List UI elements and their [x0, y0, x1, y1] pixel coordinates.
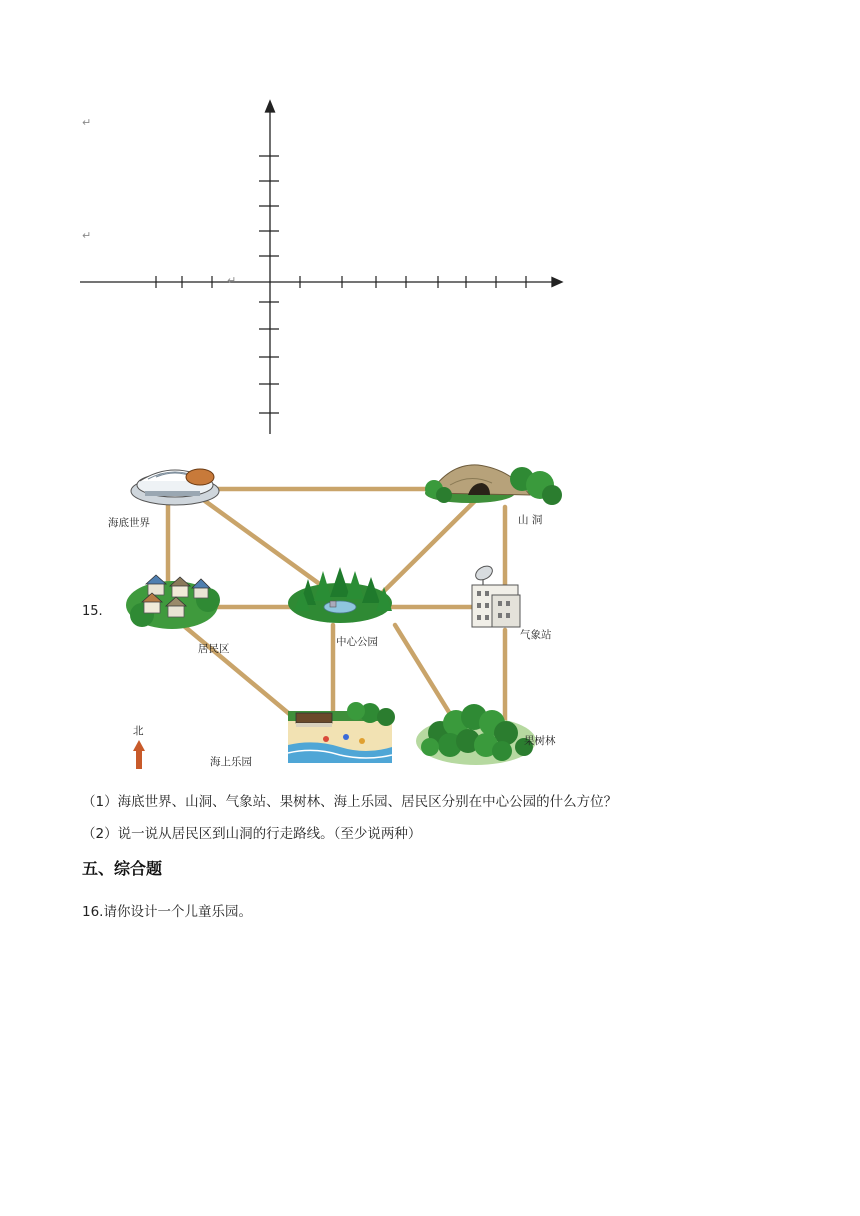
label-ocean-world: 海底世界 — [108, 517, 150, 529]
question-15-part-2: （2）说一说从居民区到山洞的行走路线。（至少说两种） — [82, 826, 422, 842]
coordinate-axes — [0, 95, 600, 440]
paragraph-mark: ↵ — [82, 229, 92, 242]
weather-station-building — [472, 563, 520, 627]
label-cave: 山 洞 — [518, 514, 543, 526]
y-axis-ticks — [259, 156, 279, 413]
question-number: 15. — [82, 604, 103, 619]
section-title: 五、综合题 — [82, 859, 163, 878]
label-weather-station: 气象站 — [520, 629, 552, 641]
label-central-park: 中心公园 — [336, 636, 378, 648]
label-residential: 居民区 — [198, 643, 230, 655]
paragraph-mark: ↵ — [82, 116, 92, 129]
question-15-part-1: （1）海底世界、山洞、气象站、果树林、海上乐园、居民区分别在中心公园的什么方位？ — [82, 794, 618, 810]
central-park-trees — [288, 567, 392, 623]
paragraph-mark: ↵ — [227, 274, 237, 287]
question-16: 16.请你设计一个儿童乐园。 — [82, 904, 252, 920]
route-map — [100, 455, 570, 775]
orchard-trees — [416, 704, 536, 765]
north-arrow — [133, 725, 145, 769]
label-orchard: 果树林 — [524, 735, 556, 747]
label-sea-park: 海上乐园 — [210, 756, 252, 768]
x-axis-arrow — [552, 278, 562, 287]
sea-park-beach — [288, 702, 395, 763]
ocean-world-building — [131, 469, 219, 505]
cave-mountain — [425, 465, 562, 505]
residential-houses — [126, 575, 220, 629]
y-axis-arrow — [266, 101, 275, 112]
north-label: 北 — [133, 725, 144, 737]
